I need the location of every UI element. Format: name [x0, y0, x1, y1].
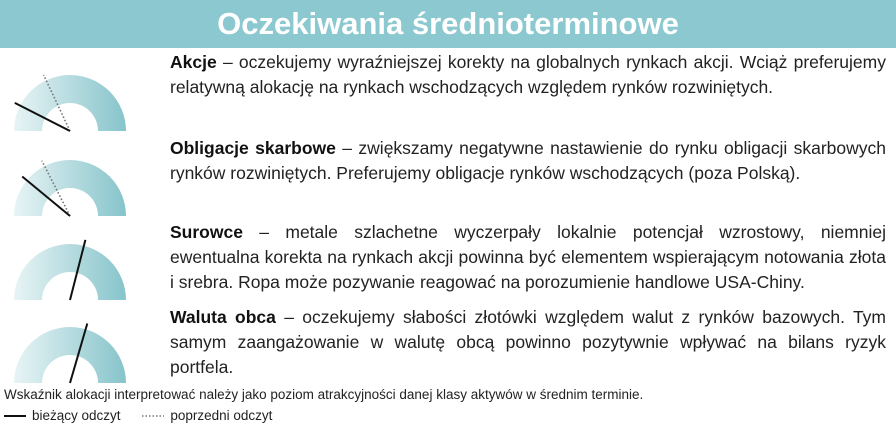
page-title: Oczekiwania średnioterminowe [0, 0, 896, 48]
legend-label-current: bieżący odczyt [32, 408, 121, 423]
item-description: – zwiększamy negatywne nastawienie do rynku obligacji skarbowych rynków rozwiniętych. Preferujemy obligacje rynków wschodzących (poza Polską). [170, 138, 887, 183]
item-text [170, 136, 886, 186]
item-description: – oczekujemy słabości złotówki względem walut z rynków bazowych. Tym samym zaangażowanie w walutę obcą powinno pozytywnie wpływać na bilans ryzyk portfela. [170, 307, 886, 377]
gauge-arc [14, 244, 126, 300]
item-title: Surowce [170, 222, 243, 242]
item-description: – oczekujemy wyraźniejszej korekty na globalnych rynkach akcji. Wciąż preferujemy relatywną alokację na rynkach wschodzących względem rynków rozwiniętych. [170, 52, 886, 97]
item-title: Waluta obca [170, 307, 276, 327]
legend [4, 408, 290, 423]
gauge-icon [10, 150, 130, 220]
item-text [170, 305, 886, 380]
gauge-arc [14, 75, 126, 131]
gauge-icon [10, 317, 130, 387]
gauge-arc [14, 160, 126, 216]
item-text [170, 50, 886, 100]
gauge-icon [10, 234, 130, 304]
gauge-arc [14, 327, 126, 383]
solid-line-icon [4, 413, 26, 419]
legend-label-previous: poprzedni odczyt [170, 408, 273, 423]
item-title: Akcje [170, 52, 217, 72]
item-title: Obligacje skarbowe [170, 138, 336, 158]
legend-item-current [4, 408, 121, 423]
footnote: Wskaźnik alokacji interpretować należy jako poziom atrakcyjności danej klasy aktywów w średnim terminie. [4, 387, 644, 402]
item-text [170, 220, 886, 295]
legend-item-previous [142, 408, 272, 423]
item-description: – metale szlachetne wyczerpały lokalnie potencjał wzrostowy, niemniej ewentualna korekta na rynkach akcji powinna być elementem wspierającym notowania złota i srebra. Ropa może pozywanie reagować na porozumienie handlowe USA-Chiny. [170, 222, 886, 292]
gauge-icon [10, 65, 130, 135]
dotted-line-icon [142, 413, 164, 419]
